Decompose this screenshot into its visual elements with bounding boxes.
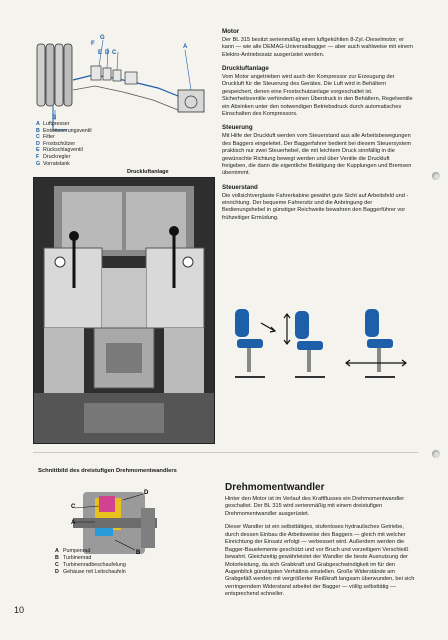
binder-hole	[432, 450, 440, 458]
legend-item: C Filter	[36, 134, 55, 141]
converter-paragraph-1: Hinter den Motor ist im Verlauf des Kraftflusses ein Drehmomentwandler geschaltet. Der BL 315 wird serienmäßig mit einem dreistufigen Drehmomentwandler ausgerüstet.	[225, 496, 405, 517]
legend-item: C Turbinenradbeschaufelung	[55, 561, 126, 568]
converter-diagram-letter: A	[71, 520, 76, 526]
legend-item: A Pumpenrad	[55, 548, 91, 554]
legend-item: D Gehäuse mit Leitschaufeln	[55, 568, 126, 575]
converter-diagram-letter: B	[136, 550, 141, 556]
seat-figure	[284, 311, 325, 377]
storage-tanks	[37, 44, 72, 106]
heading-motor: Motor	[222, 28, 240, 35]
heading-steuerstand: Steuerstand	[222, 183, 258, 191]
diagram-letter: A	[183, 44, 188, 50]
right-column	[222, 28, 414, 228]
converter-paragraph-2: Dieser Wandler ist ein selbsttätiges, stufenloses hydraulisches Getriebe, durch dessen Einbau die Arbeitsweise des Baggers — gleich mit welcher Einrichtung der Einsatz erfolgt — verbessert wird. Außerdem werden die Bagger-Bauelemente geschützt und vor Bruch und vorzeitigem Verschleiß bewahrt. Gleichzeitig gewährleistet der Wandler die beste Ausnutzung der Motorleistung, da sich Grabkraft und Grabgeschwindigkeit im für den Augenblick günstigsten Verhältnis einstellen. Große Widerstände am Grabgefäß werden mit vergrößerter Reißkraft langsam überwunden, bei sich verringerndem Widerstand arbeitet der Bagger — völlig selbsttätig — entsprechend schneller.	[225, 524, 415, 598]
seat-figure	[346, 309, 406, 377]
heading-druckluftanlage: Druckluftanlage	[222, 65, 269, 73]
converter-diagram-letter: D	[144, 490, 149, 496]
legend-item: A Luftpresser	[36, 121, 70, 127]
legend-item: B Entwässerungsventil	[36, 127, 92, 134]
heading-steuerung: Steuerung	[222, 124, 253, 132]
legend-item: E Rückschlagventil	[36, 147, 83, 154]
cabin-photo	[33, 177, 215, 444]
legend-item: D Frostschützer	[36, 140, 76, 147]
converter-text	[225, 496, 415, 605]
converter-caption: Schnittbild des dreistufigen Drehmomentwandlers	[38, 468, 177, 474]
diagram-caption: Druckluftanlage	[127, 169, 169, 175]
diagram-letter: E	[98, 50, 103, 56]
diagram-letter: B	[52, 115, 57, 121]
seat-adjustment-illustrations	[225, 303, 415, 385]
diagram-legend	[36, 121, 92, 167]
legend-item: B Turbinenrad	[55, 554, 92, 561]
text-steuerung: Mit Hilfe der Druckluft werden vom Steuerstand aus alle Arbeitsbewegungen des Baggers eingeleitet. Der Baggerfahrer bedient bei diesem Steuersystem praktisch nur zwei Steuerhebel, die mit leichtem Druck sinnfällig in die gewünschte Richtung bewegt werden und über Ventile die Druckluft freigeben, die dann die eigentliche Betätigung der Kupplungen und Bremsen übernimmt.	[222, 133, 412, 177]
legend-item: G Vorratstank	[36, 160, 70, 167]
page-number: 10	[14, 605, 25, 615]
text-motor: Der BL 315 besitzt serienmäßig einen luftgekühlten 8-Zyl.-Dieselmotor; er kann — wie alle DEMAG-Universalbagger — aber auch wahlweise mit einem Elektro-Antriebssatz ausgerüstet werden.	[222, 36, 413, 58]
section-divider	[33, 452, 418, 453]
diagram-letter: G	[100, 35, 105, 41]
text-steuerstand: Die vollsichtverglaste Fahrerkabine gewährt gute Sicht auf Arbeitsfeld und -einrichtung. Der bequeme Fahrersitz und die Anbringung der Bedienungshebel in günstiger Reichweite bewahren den Baggerführer vor frühzeitiger Ermüdung.	[222, 192, 409, 221]
text-druckluftanlage: Vom Motor angetrieben wird auch der Kompressor zur Erzeugung der Druckluft für die Steuerung des Gerätes. Die Luft wird in Behältern gespeichert, denen eine Frostschutzanlage vorgeschaltet ist. Sicherheitsventile verhindern einen Überdruck in den Behältern, Regelventile ein Absinken unter den notwendigen Betriebsdruck durch automatisches Einschalten des Kompressors.	[222, 73, 413, 117]
legend-item: F Druckregler	[36, 154, 71, 161]
diagram-letter: F	[91, 41, 95, 47]
diagram-letter: D	[105, 50, 110, 56]
seat-figure	[235, 309, 275, 377]
converter-title: Drehmomentwandler	[225, 482, 325, 493]
converter-legend	[55, 548, 126, 576]
diagram-letter: C	[112, 50, 117, 56]
binder-hole	[432, 172, 440, 180]
converter-diagram-letter: C	[71, 504, 76, 510]
